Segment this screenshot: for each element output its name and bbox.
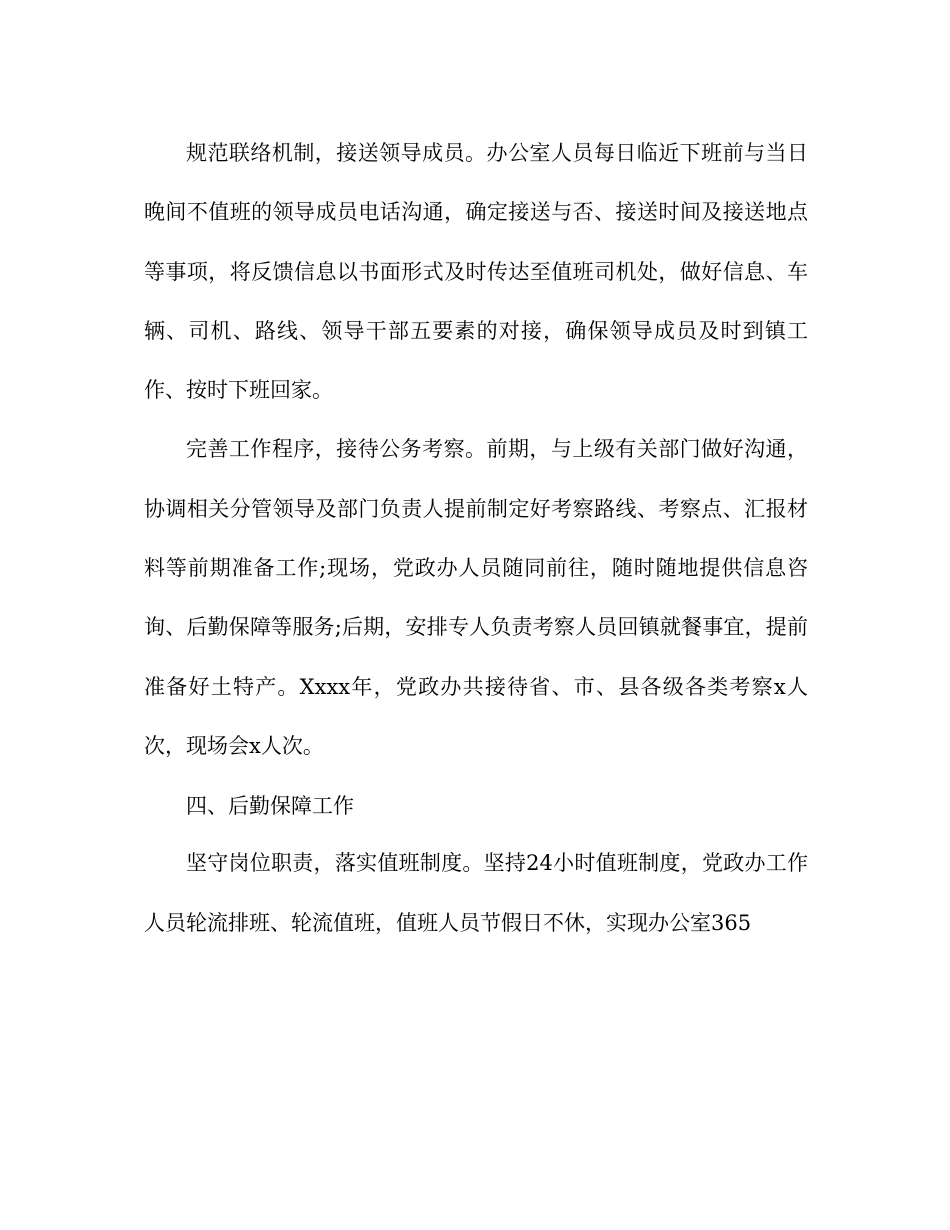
paragraph-official-inspection: 完善工作程序，接待公务考察。前期，与上级有关部门做好沟通，协调相关分管领导及部门负责人提前制定好考察路线、考察点、汇报材料等前期准备工作;现场，党政办人员随同前往，随时随地提供信息咨询、后勤保障等服务;后期，安排专人负责考察人员回镇就餐事宜，提前准备好土特产。Xxxx年，党政办共接待省、市、县各级各类考察x人次，现场会x人次。	[144, 437, 808, 758]
paragraph-duty-system: 坚守岗位职责，落实值班制度。坚持24小时值班制度，党政办工作人员轮流排班、轮流值班，值班人员节假日不休，实现办公室365	[144, 851, 808, 935]
document-body	[144, 124, 808, 953]
section-heading: 四、后勤保障工作	[186, 794, 354, 819]
paragraph-reception-leaders: 规范联络机制，接送领导成员。办公室人员每日临近下班前与当日晚间不值班的领导成员电话沟通，确定接送与否、接送时间及接送地点等事项，将反馈信息以书面形式及时传达至值班司机处，做好信息、车辆、司机、路线、领导干部五要素的对接，确保领导成员及时到镇工作、按时下班回家。	[144, 141, 808, 403]
